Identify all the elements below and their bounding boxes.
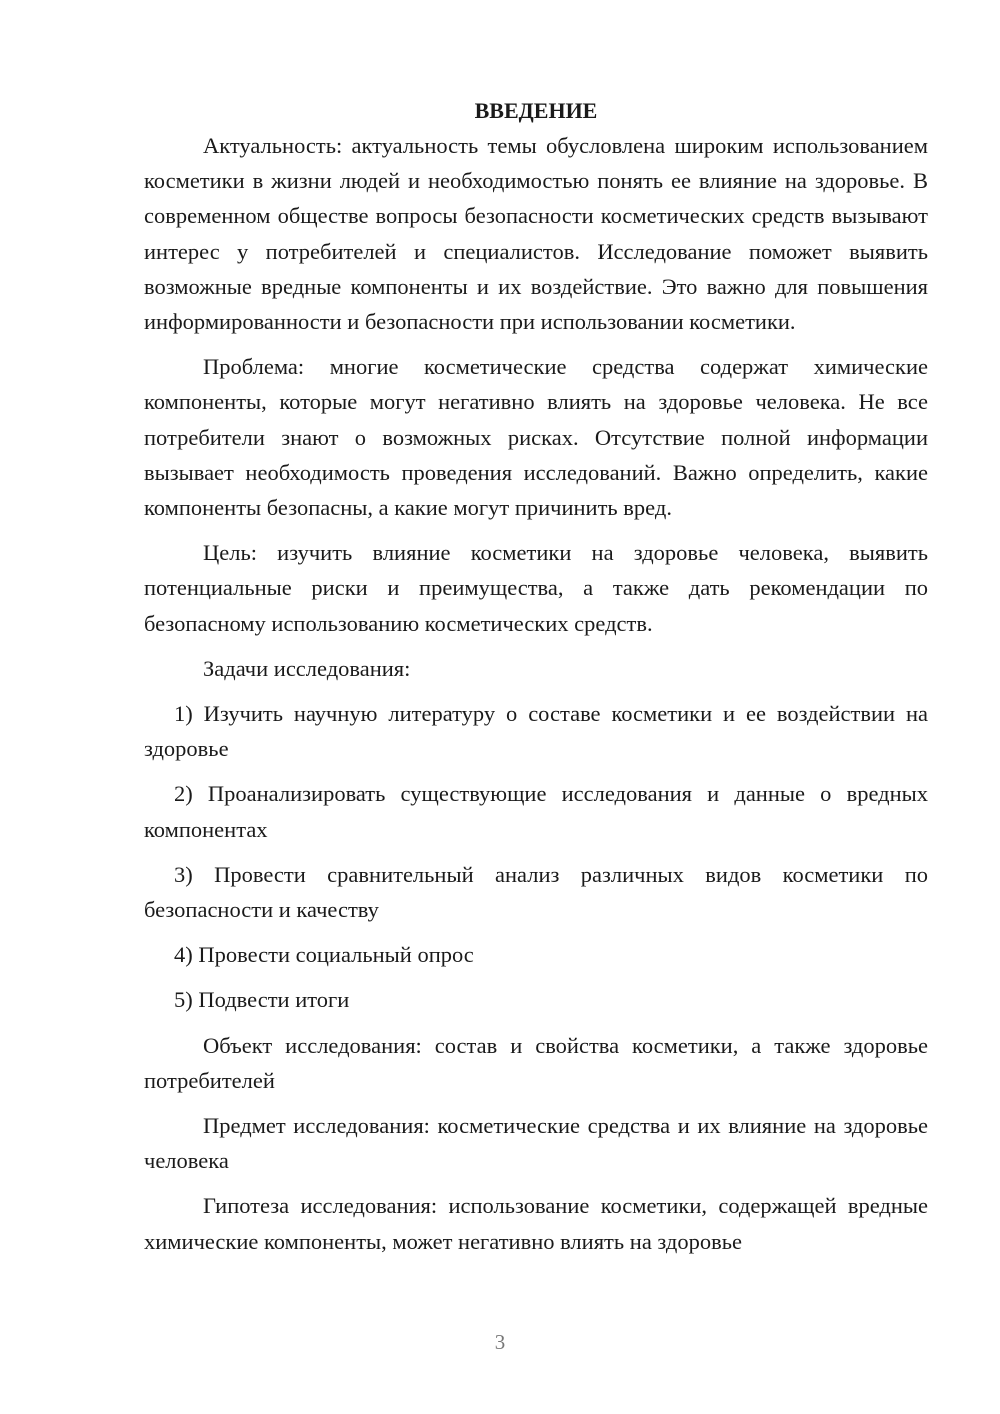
page-number: 3 — [494, 1330, 506, 1354]
problem-paragraph: Проблема: многие косметические средства содержат химические компоненты, которые могут негативно влиять на здоровье человека. Не все потребители знают о возможных рисках. Отсутствие полной информации вызывает необходимость проведения исследований. Важно определить, какие компоненты безопасны, а какие могут причинить вред. — [144, 354, 928, 521]
section-heading: ВВЕДЕНИЕ — [474, 98, 598, 123]
task-item: 3) Провести сравнительный анализ различных видов косметики по безопасности и качеству — [144, 861, 928, 923]
task-item: 1) Изучить научную литературу о составе косметики и ее воздействии на здоровье — [144, 701, 928, 762]
task-item: 2) Проанализировать существующие исследования и данные о вредных компонентах — [144, 781, 928, 842]
object-paragraph: Объект исследования: состав и свойства косметики, а также здоровье потребителей — [144, 1032, 928, 1093]
task-item: 5) Подвести итоги — [174, 987, 350, 1013]
document-body — [144, 94, 928, 1269]
task-item: 4) Провести социальный опрос — [174, 942, 474, 968]
subject-paragraph: Предмет исследования: косметические средства и их влияние на здоровье человека — [144, 1113, 928, 1174]
hypothesis-paragraph: Гипотеза исследования: использование косметики, содержащей вредные химические компоненты, может негативно влиять на здоровье — [144, 1193, 928, 1254]
relevance-paragraph: Актуальность: актуальность темы обусловлена широким использованием косметики в жизни людей и необходимостью понять ее влияние на здоровье. В современном обществе вопросы безопасности косметических средств вызывают интерес у потребителей и специалистов. Исследование поможет выявить возможные вредные компоненты и их воздействие. Это важно для повышения информированности и безопасности при использовании косметики. — [144, 133, 928, 335]
goal-paragraph: Цель: изучить влияние косметики на здоровье человека, выявить потенциальные риски и преимущества, а также дать рекомендации по безопасному использованию косметических средств. — [144, 540, 928, 636]
tasks-label: Задачи исследования: — [203, 655, 411, 681]
